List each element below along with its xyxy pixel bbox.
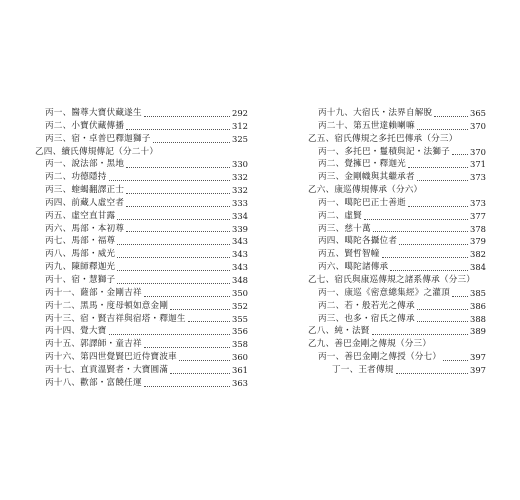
toc-page-number: 371: [470, 159, 486, 170]
toc-entry-title: 丙三、金剛幟與其繼承者: [318, 172, 415, 183]
toc-right-column: [308, 107, 486, 377]
toc-entry-title: 乙六、康巡傳規傳承（分六）: [308, 185, 423, 196]
dot-leader: [364, 219, 468, 220]
dot-leader: [399, 244, 468, 245]
toc-entry: [308, 171, 486, 184]
toc-page-number: 343: [232, 236, 248, 247]
toc-entry-title: 丙六、噶陀諸傳承: [318, 262, 389, 273]
dot-leader: [117, 283, 230, 284]
dot-leader: [417, 180, 468, 181]
toc-entry-title: 丙四、噶陀各攝位者: [318, 236, 398, 247]
toc-entry-title: 丙三、蝰蝎翻譯正士: [45, 185, 125, 196]
dot-leader: [144, 386, 230, 387]
toc-entry: [35, 248, 248, 261]
toc-entry: [35, 325, 248, 338]
dot-leader: [408, 206, 468, 207]
dot-leader: [117, 244, 230, 245]
toc-entry-title: 乙九、善巴金剛之傳規（分三）: [308, 339, 432, 350]
dot-leader: [144, 347, 230, 348]
toc-entry: [35, 351, 248, 364]
toc-entry-title: 丙六、馬部・本初尊: [45, 223, 125, 234]
dot-leader: [117, 219, 230, 220]
toc-page-number: 352: [232, 300, 248, 311]
toc-page-number: 343: [232, 262, 248, 273]
toc-entry-title: 丙一、多托巴・鬘積與記・法獅子: [318, 146, 450, 157]
toc-entry: [35, 223, 248, 236]
dot-leader: [144, 296, 230, 297]
toc-entry-title: 丙八、馬部・威光: [45, 249, 116, 260]
toc-entry: [35, 287, 248, 300]
toc-entry: [35, 210, 248, 223]
toc-entry: [35, 120, 248, 133]
toc-entry-title: 丙十三、宿・賢吉祥與宿塔・釋迦生: [45, 313, 186, 324]
toc-page-number: 312: [232, 120, 248, 131]
toc-page-number: 388: [470, 313, 486, 324]
dot-leader: [382, 257, 468, 258]
toc-page-number: 397: [470, 364, 486, 375]
toc-page-number: 339: [232, 223, 248, 234]
toc-page-number: 386: [470, 300, 486, 311]
dot-leader: [372, 334, 468, 335]
dot-leader: [417, 321, 468, 322]
toc-entry: [35, 300, 248, 313]
toc-entry-title: 丙十九、大宿氏・法界自解脫: [318, 108, 433, 118]
toc-section-heading: [308, 274, 486, 287]
dot-leader: [126, 206, 230, 207]
toc-entry-title: 丙十八、歡部・富饒任運: [45, 377, 142, 388]
toc-entry: [35, 171, 248, 184]
toc-entry-title: 丙十七、直貢溫賢者・大寶圓滿: [45, 364, 169, 375]
toc-section-heading: [308, 325, 486, 338]
toc-page-number: 373: [470, 172, 486, 183]
dot-leader: [117, 257, 230, 258]
toc-entry: [35, 235, 248, 248]
toc-entry-title: 丙二、功德隱持: [45, 172, 107, 183]
toc-entry-title: 丙三、慈十萬: [318, 223, 371, 234]
toc-entry: [35, 158, 248, 171]
toc-entry-title: 丙一、說法部・黑地: [45, 159, 125, 170]
toc-page-number: 365: [470, 108, 486, 118]
toc-page-number: 389: [470, 326, 486, 337]
toc-entry-title: 乙四、續氏傳規傳記（分二十）: [35, 146, 159, 157]
toc-entry-title: 丙一、噶陀巴正士善逝: [318, 197, 406, 208]
toc-entry: [308, 210, 486, 223]
toc-page-number: 373: [470, 197, 486, 208]
dot-leader: [408, 167, 468, 168]
dot-leader: [109, 334, 230, 335]
toc-entry-title: 丙九、陳師釋迦光: [45, 262, 116, 273]
toc-entry: [308, 223, 486, 236]
toc-page-number: 332: [232, 185, 248, 196]
toc-page-number: 379: [470, 236, 486, 247]
toc-entry-title: 丙十、宿・慧獅子: [45, 274, 116, 285]
toc-section-heading: [308, 133, 486, 146]
toc-page-number: 385: [470, 287, 486, 298]
dot-leader: [443, 360, 468, 361]
toc-section-heading: [308, 184, 486, 197]
toc-entry-title: 乙七、宿氏與康巡傳規之諸系傳承（分三）: [308, 274, 476, 285]
toc-entry-title: 丙三、宿・卓普巴釋迦獅子: [45, 133, 151, 144]
toc-page-number: 377: [470, 210, 486, 221]
toc-entry-title: 丙五、賢哲智幢: [318, 249, 380, 260]
dot-leader: [373, 231, 468, 232]
toc-page-number: 397: [470, 352, 486, 363]
dot-leader: [417, 309, 468, 310]
toc-page-number: 358: [232, 339, 248, 350]
toc-entry: [308, 120, 486, 133]
toc-entry-title: 丙二、覺擁巴・釋迦光: [318, 159, 406, 170]
toc-page-number: 360: [232, 352, 248, 363]
toc-entry-title: 丙一、醫尊大寶伏藏遂生: [45, 108, 142, 118]
toc-section-heading: [308, 338, 486, 351]
dot-leader: [126, 129, 230, 130]
dot-leader: [126, 193, 230, 194]
toc-page-number: 384: [470, 262, 486, 273]
toc-entry: [308, 158, 486, 171]
toc-entry: [308, 287, 486, 300]
toc-page-number: 370: [470, 120, 486, 131]
toc-entry: [35, 377, 248, 390]
toc-page-number: 361: [232, 364, 248, 375]
toc-entry-title: 丙一、善巴金剛之傳授（分七）: [318, 352, 442, 363]
toc-page-number: 378: [470, 223, 486, 234]
dot-leader: [188, 321, 230, 322]
toc-entry-title: 丙十四、覺大寶: [45, 326, 107, 337]
toc-entry: [35, 261, 248, 274]
dot-leader: [170, 309, 230, 310]
dot-leader: [417, 129, 468, 130]
toc-page-number: 350: [232, 287, 248, 298]
toc-page-number: 382: [470, 249, 486, 260]
toc-entry-title: 丁一、王者傳規: [332, 364, 394, 375]
toc-entry: [35, 133, 248, 146]
toc-entry: [35, 313, 248, 326]
toc-entry-title: 丙五、虛空直甘露: [45, 210, 116, 221]
toc-entry-title: 丙十一、薩部・金剛吉祥: [45, 287, 142, 298]
toc-page-number: 325: [232, 133, 248, 144]
toc-page-number: 343: [232, 249, 248, 260]
toc-entry-title: 乙五、宿氏傳規之多托巴傳承（分三）: [308, 133, 458, 144]
toc-section-heading: [35, 146, 248, 159]
toc-entry: [308, 313, 486, 326]
toc-entry: [308, 146, 486, 159]
dot-leader: [153, 142, 230, 143]
dot-leader: [117, 270, 230, 271]
dot-leader: [170, 373, 230, 374]
toc-entry-title: 丙四、前藏人虛空者: [45, 197, 125, 208]
dot-leader: [396, 373, 468, 374]
toc-entry: [35, 338, 248, 351]
toc-entry-title: 丙二、若・般若光之傳承: [318, 300, 415, 311]
toc-entry-title: 丙十五、郭譯師・童吉祥: [45, 339, 142, 350]
toc-entry-title: 丙二十、第五世達賴喇嘛: [318, 120, 415, 131]
toc-page-number: 333: [232, 197, 248, 208]
toc-page-number: 334: [232, 210, 248, 221]
dot-leader: [434, 116, 468, 117]
toc-entry: [308, 107, 486, 120]
toc-entry: [35, 197, 248, 210]
toc-entry: [308, 248, 486, 261]
dot-leader: [179, 360, 230, 361]
toc-entry: [35, 274, 248, 287]
toc-page-number: 332: [232, 172, 248, 183]
toc-page-number: 330: [232, 159, 248, 170]
toc-entry-title: 丙三、也多・宿氏之傳承: [318, 313, 415, 324]
dot-leader: [126, 231, 230, 232]
dot-leader: [452, 296, 468, 297]
toc-page-number: 355: [232, 313, 248, 324]
toc-entry-title: 丙十二、黑馬・度母頓如意金剛: [45, 300, 169, 311]
toc-entry: [35, 184, 248, 197]
toc-entry: [308, 261, 486, 274]
toc-page-number: 292: [232, 108, 248, 118]
toc-entry: [35, 364, 248, 377]
toc-entry-title: 丙十六、第四世覺賢巴近侍寶波車: [45, 352, 177, 363]
toc-entry: [308, 364, 486, 377]
dot-leader: [109, 180, 230, 181]
dot-leader: [390, 270, 468, 271]
toc-page-number: 348: [232, 274, 248, 285]
toc-entry: [308, 351, 486, 364]
toc-entry: [308, 235, 486, 248]
toc-page-number: 356: [232, 326, 248, 337]
toc-entry-title: 丙二、虛賢: [318, 210, 362, 221]
toc-page-number: 363: [232, 377, 248, 388]
dot-leader: [452, 154, 468, 155]
toc-entry: [308, 300, 486, 313]
toc-entry-title: 丙二、小寶伏藏傳播: [45, 120, 125, 131]
toc-entry-title: 丙一、康巡《密意總集經》之灌頂: [318, 287, 450, 298]
toc-left-column: [35, 107, 248, 390]
toc-entry-title: 丙七、馬部・福尊: [45, 236, 116, 247]
toc-page-number: 370: [470, 146, 486, 157]
toc-entry: [35, 107, 248, 120]
toc-entry-title: 乙八、純・法賢: [308, 326, 370, 337]
toc-entry: [308, 197, 486, 210]
dot-leader: [126, 167, 230, 168]
dot-leader: [144, 116, 230, 117]
